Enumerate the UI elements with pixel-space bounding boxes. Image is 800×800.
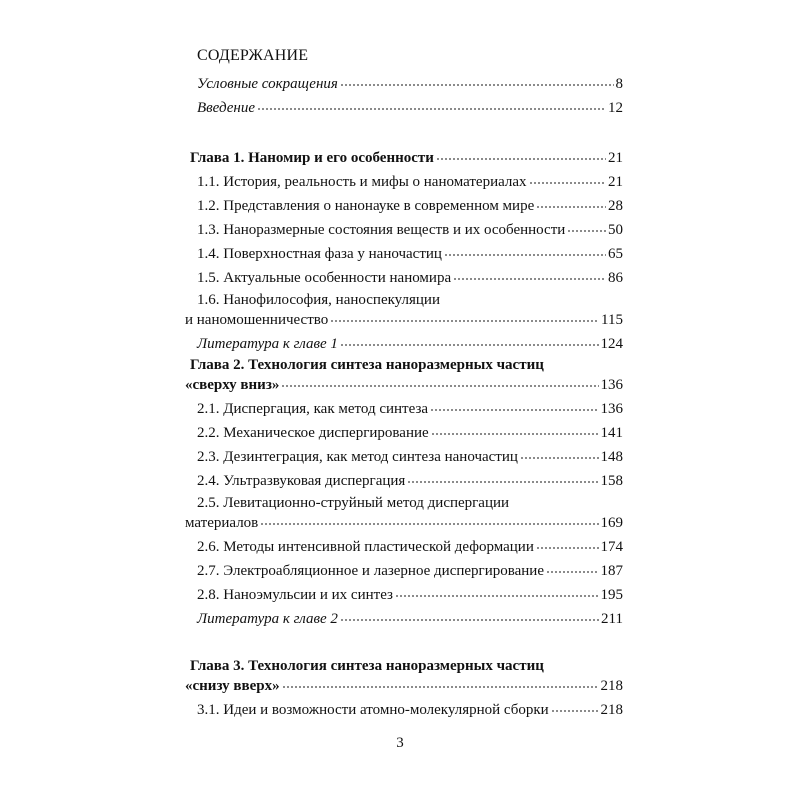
toc-entry-title: 3.1. Идеи и возможности атомно-молекулярной сборки [197,702,549,718]
toc-entry-title-line2: и наномошенничество [185,312,329,328]
toc-entry-title: 2.1. Диспергация, как метод синтеза [197,401,429,417]
toc-entry-introduction [197,96,623,118]
toc-entry-title: 2.7. Электроабляционное и лазерное диспергирование [197,563,544,579]
toc-entry-1-1 [197,170,623,192]
toc-entry-references-1 [197,332,623,354]
toc-entry-2-7 [197,559,623,581]
toc-entry-title: 2.6. Методы интенсивной пластической деформации [197,539,534,555]
toc-entry-title: 1.1. История, реальность и мифы о наноматериалах [197,174,527,190]
toc-entry-1-6-line1 [197,290,623,310]
toc-entry-title-line1: Глава 3. Технология синтеза наноразмерных частиц [190,658,544,674]
toc-chapter-2-line1 [190,355,623,375]
toc-entry-1-3 [197,218,623,240]
toc-entry-1-4 [197,242,623,264]
toc-entry-page: 218 [600,702,623,718]
toc-entry-page: 115 [601,312,623,328]
toc-entry-2-6 [197,535,623,557]
toc-entry-3-1 [197,698,623,720]
toc-entry-title: 2.8. Наноэмульсии и их синтез [197,587,393,603]
toc-entry-page: 124 [600,336,623,352]
toc-entry-page: 174 [600,539,623,555]
toc-entry-title-line1: Глава 2. Технология синтеза наноразмерных частиц [190,357,544,373]
toc-entry-title: Глава 1. Наномир и его особенности [190,150,434,166]
toc-entry-title: 1.5. Актуальные особенности наномира [197,270,452,286]
toc-entry-2-8 [197,583,623,605]
toc-entry-title: 1.2. Представления о нанонауке в современном мире [197,198,535,214]
toc-entry-1-6-line2 [185,308,623,330]
toc-entry-title-line1: 2.5. Левитационно-струйный метод диспергации [197,495,510,511]
toc-entry-1-2 [197,194,623,216]
toc-entry-2-3 [197,445,623,467]
toc-entry-page: 141 [600,425,623,441]
toc-entry-page: 148 [600,449,623,465]
toc-entry-title: 2.3. Дезинтеграция, как метод синтеза наночастиц [197,449,518,465]
toc-entry-page: 50 [608,222,623,238]
toc-chapter-3-line1 [190,656,623,676]
toc-entry-title: 2.2. Механическое диспергирование [197,425,429,441]
toc-entry-page: 169 [600,515,623,531]
toc-heading: СОДЕРЖАНИЕ [197,47,309,64]
toc-entry-2-4 [197,469,623,491]
toc-entry-page: 65 [608,246,623,262]
toc-chapter-1 [190,146,623,168]
toc-entry-page: 8 [615,76,623,92]
toc-entry-page: 21 [608,150,623,166]
toc-entry-title: 1.3. Наноразмерные состояния веществ и их особенности [197,222,566,238]
page-number: 3 [396,735,404,751]
toc-entry-2-1 [197,397,623,419]
toc-entry-abbreviations [197,72,623,94]
toc-entry-page: 21 [608,174,623,190]
toc-chapter-3-line2 [185,674,623,696]
toc-entry-title: Введение [197,100,255,116]
toc-entry-title: Литература к главе 2 [197,611,338,627]
toc-entry-2-5-line1 [197,493,623,513]
toc-entry-title: Условные сокращения [197,76,338,92]
toc-entry-2-2 [197,421,623,443]
toc-entry-page: 195 [600,587,623,603]
toc-entry-title-line1: 1.6. Нанофилософия, наноспекуляции [197,292,440,308]
toc-entry-references-2 [197,607,623,629]
toc-entry-title-line2: материалов [185,515,259,531]
toc-entry-page: 28 [608,198,623,214]
toc-entry-page: 136 [600,377,623,393]
toc-entry-2-5-line2 [185,511,623,533]
toc-entry-title: Литература к главе 1 [197,336,338,352]
toc-entry-page: 187 [600,563,623,579]
toc-entry-page: 218 [600,678,623,694]
toc-entry-page: 136 [600,401,623,417]
toc-entry-page: 211 [601,611,623,627]
toc-entry-page: 12 [608,100,623,116]
toc-chapter-2-line2 [185,373,623,395]
toc-entry-page: 86 [608,270,623,286]
toc-entry-page: 158 [600,473,623,489]
toc-entry-title-line2: «снизу вверх» [185,678,280,694]
toc-entry-title: 2.4. Ультразвуковая диспергация [197,473,406,489]
toc-entry-1-5 [197,266,623,288]
toc-entry-title: 1.4. Поверхностная фаза у наночастиц [197,246,442,262]
toc-entry-title-line2: «сверху вниз» [185,377,280,393]
